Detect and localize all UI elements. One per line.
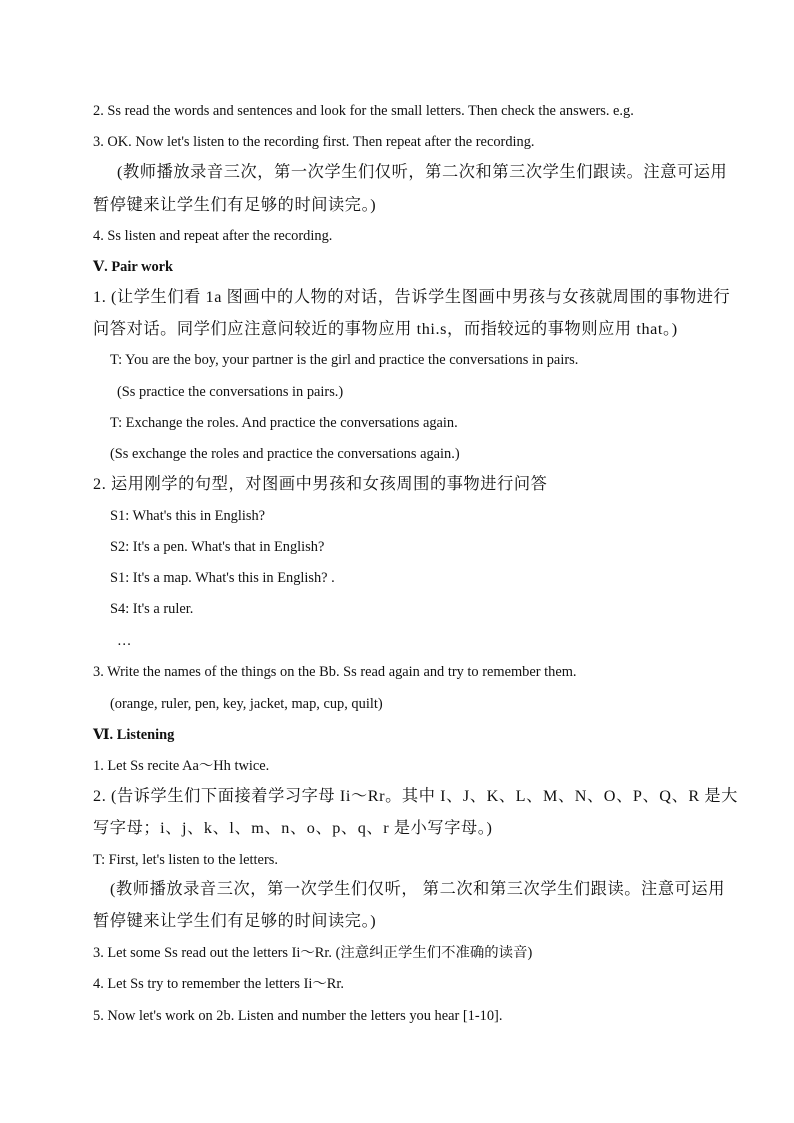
step-4-listen-repeat: 4. Ss listen and repeat after the recording. bbox=[93, 228, 333, 244]
pair-work-step-2: 2. 运用刚学的句型，对图画中男孩和女孩周围的事物进行问答 bbox=[93, 475, 548, 493]
step-3-listen-recording: 3. OK. Now let's listen to the recording first. Then repeat after the recording. bbox=[93, 134, 535, 150]
teacher-exchange-roles: T: Exchange the roles. And practice the conversations again. bbox=[110, 415, 458, 431]
dialogue-line-s2: S2: It's a pen. What's that in English? bbox=[110, 539, 325, 555]
dialogue-line-s4: S4: It's a ruler. bbox=[110, 601, 194, 617]
pair-work-step-1-line-2: 问答对话。同学们应注意问较近的事物应用 thi.s，而指较远的事物则应用 that。) bbox=[93, 320, 678, 338]
teacher-note-2-line-1: (教师播放录音三次，第一次学生们仅听， 第二次和第三次学生们跟读。注意可运用 bbox=[110, 880, 725, 898]
listening-step-3: 3. Let some Ss read out the letters Ii～Rr. (注意纠正学生们不准确的读音) bbox=[93, 945, 533, 961]
teacher-instruction-pairs: T: You are the boy, your partner is the girl and practice the conversations in pairs. bbox=[110, 352, 579, 368]
listening-step-4: 4. Let Ss try to remember the letters Ii～Rr. bbox=[93, 976, 344, 992]
students-exchange-note: (Ss exchange the roles and practice the conversations again.) bbox=[110, 446, 460, 462]
pair-work-step-3: 3. Write the names of the things on the Bb. Ss read again and try to remember them. bbox=[93, 664, 577, 680]
dialogue-line-s1-a: S1: What's this in English? bbox=[110, 508, 266, 524]
listening-step-5: 5. Now let's work on 2b. Listen and number the letters you hear [1-10]. bbox=[93, 1008, 503, 1024]
section-heading-listening: Ⅵ. Listening bbox=[93, 727, 175, 743]
section-heading-pair-work: Ⅴ. Pair work bbox=[93, 259, 174, 275]
teacher-note-line-2: 暂停键来让学生们有足够的时间读完。) bbox=[93, 196, 377, 214]
listening-step-1: 1. Let Ss recite Aa～Hh twice. bbox=[93, 758, 270, 774]
listening-step-2-line-1: 2. (告诉学生们下面接着学习字母 Ii～Rr。其中 I、J、K、L、M、N、O、P、Q、R 是大 bbox=[93, 787, 738, 805]
dialogue-ellipsis: … bbox=[117, 633, 132, 649]
dialogue-line-s1-b: S1: It's a map. What's this in English? . bbox=[110, 570, 335, 586]
teacher-listen-letters: T: First, let's listen to the letters. bbox=[93, 852, 278, 868]
teacher-note-line-1: (教师播放录音三次，第一次学生们仅听，第二次和第三次学生们跟读。注意可运用 bbox=[117, 163, 728, 181]
things-list: (orange, ruler, pen, key, jacket, map, cup, quilt) bbox=[110, 696, 383, 712]
students-practice-note: (Ss practice the conversations in pairs.) bbox=[117, 384, 344, 400]
step-2-read-words: 2. Ss read the words and sentences and look for the small letters. Then check the answers. e.g. bbox=[93, 103, 634, 119]
teacher-note-2-line-2: 暂停键来让学生们有足够的时间读完。) bbox=[93, 912, 377, 930]
pair-work-step-1-line-1: 1. (让学生们看 1a 图画中的人物的对话，告诉学生图画中男孩与女孩就周围的事物进行 bbox=[93, 288, 731, 306]
listening-step-2-line-2: 写字母；i、j、k、l、m、n、o、p、q、r 是小写字母。) bbox=[93, 819, 493, 837]
